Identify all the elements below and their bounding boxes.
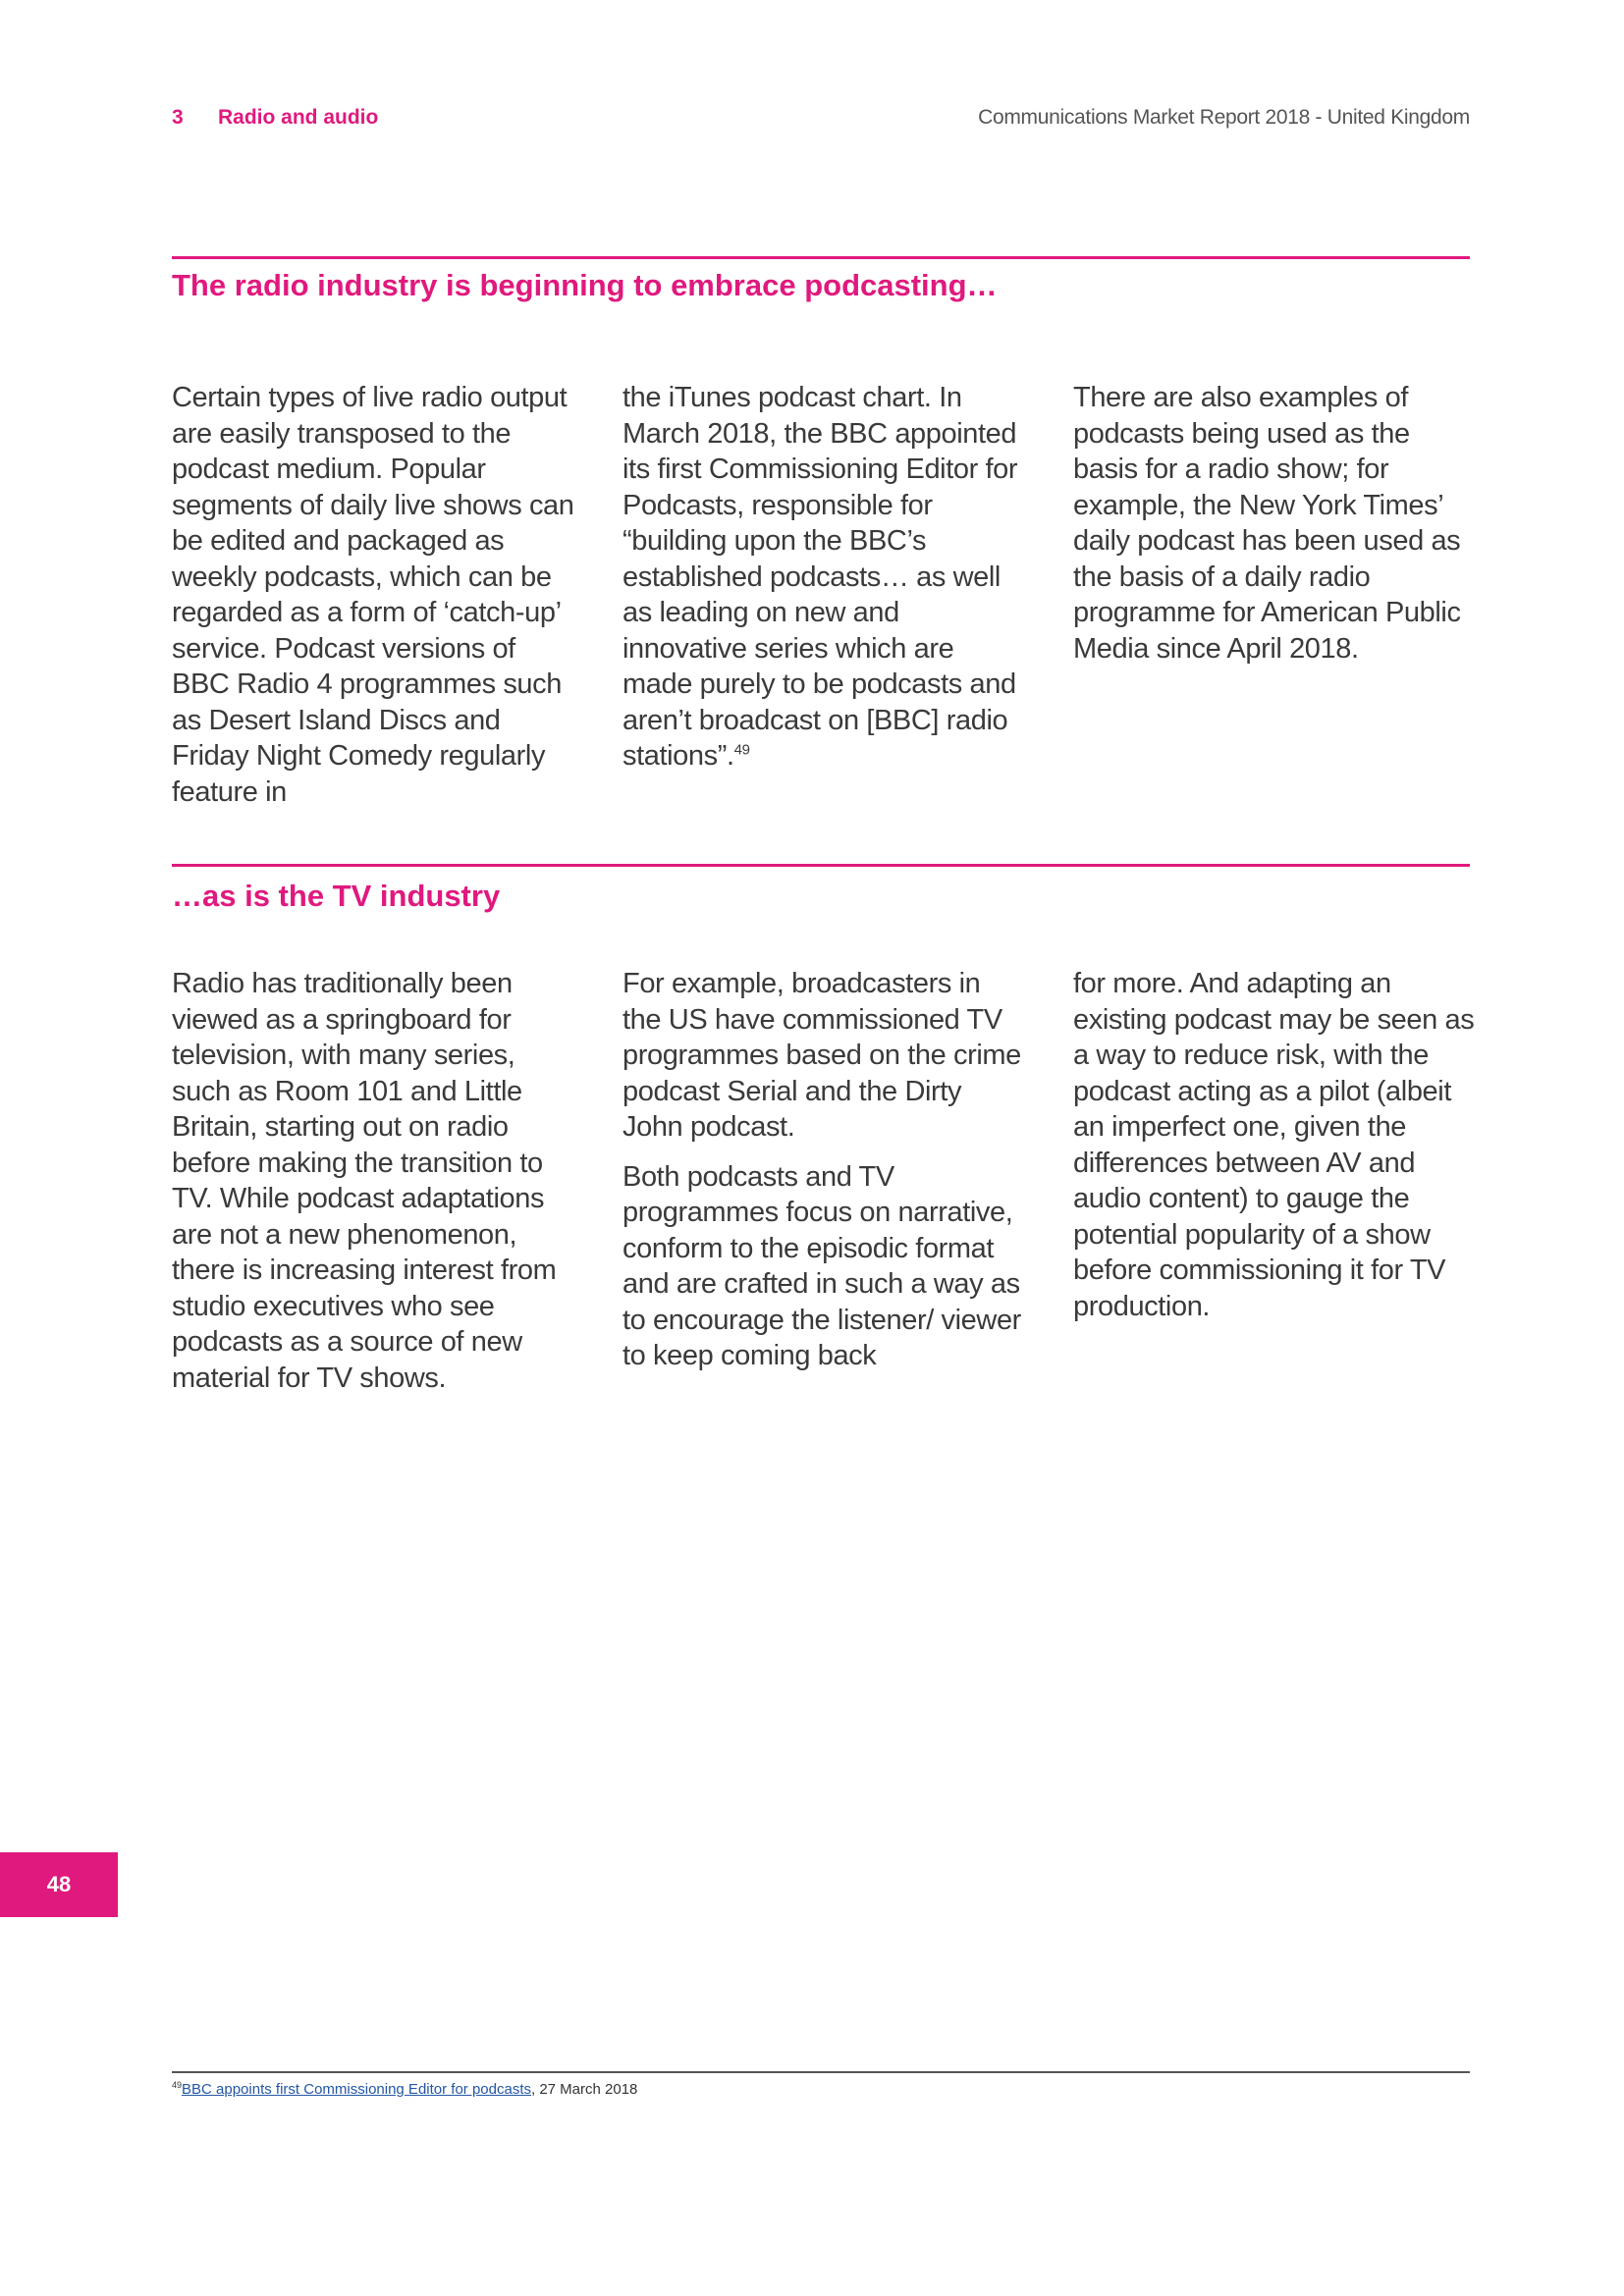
section-title: Radio and audio	[218, 106, 379, 129]
paragraph-text: the iTunes podcast chart. In March 2018, the BBC appointed its first Commissioning Editor for Podcasts, responsible for “building upon the BBC’s established podcasts… as well as leading on new and innovative series which are made purely to be podcasts and aren’t broadcast on [BBC] radio stations”.	[623, 382, 1018, 772]
footnote-number: 49	[172, 2080, 183, 2090]
paragraph: Certain types of live radio output are easily transposed to the podcast medium. Popular segments of daily live shows can be edited and packaged as weekly podcasts, which can be regarded as a form of ‘catch-up’ service. Podcast versions of BBC Radio 4 programmes such as Desert Island Discs and Friday Night Comedy regularly feature in	[172, 382, 574, 808]
footnote-link[interactable]: BBC appoints first Commissioning Editor for podcasts	[182, 2081, 531, 2098]
text-column	[172, 380, 574, 810]
paragraph: for more. And adapting an existing podcast may be seen as a way to reduce risk, with the podcast acting as a pilot (albeit an imperfect one, given the differences between AV and audio content) to gauge the potential popularity of a show before commissioning it for TV production.	[1073, 968, 1475, 1322]
text-column	[623, 966, 1025, 1374]
paragraph: Both podcasts and TV programmes focus on narrative, conform to the episodic format and are crafted in such a way as to encourage the listener/ viewer to keep coming back	[623, 1160, 1021, 1371]
paragraph: For example, broadcasters in the US have commissioned TV programmes based on the crime podcast Serial and the Dirty John podcast.	[623, 968, 1021, 1143]
paragraph: Radio has traditionally been viewed as a springboard for television, with many series, such as Room 101 and Little Britain, starting out on radio before making the transition to TV. While podcast adaptations are not a new phenomenon, there is increasing interest from studio executives who see podcasts as a source of new material for TV shows.	[172, 968, 557, 1394]
section-number: 3	[172, 106, 184, 129]
text-column	[172, 966, 574, 1396]
section-heading: The radio industry is beginning to embrace podcasting…	[172, 268, 998, 302]
footnote-divider	[172, 2071, 1470, 2073]
report-title: Communications Market Report 2018 - United Kingdom	[978, 106, 1470, 129]
paragraph	[623, 380, 1025, 774]
footnote-date: , 27 March 2018	[531, 2081, 638, 2098]
section-divider	[172, 864, 1470, 867]
footnote	[172, 2081, 637, 2098]
paragraph: There are also examples of podcasts being used as the basis for a radio show; for example, the New York Times’ daily podcast has been used as the basis of a daily radio programme for American Public Media since April 2018.	[1073, 382, 1461, 665]
text-column	[1073, 966, 1476, 1324]
section-divider	[172, 256, 1470, 259]
text-column	[1073, 380, 1476, 667]
text-column	[623, 380, 1025, 774]
section-heading: …as is the TV industry	[172, 879, 501, 913]
footnote-ref[interactable]: 49	[733, 741, 750, 759]
page-number: 48	[0, 1852, 118, 1917]
